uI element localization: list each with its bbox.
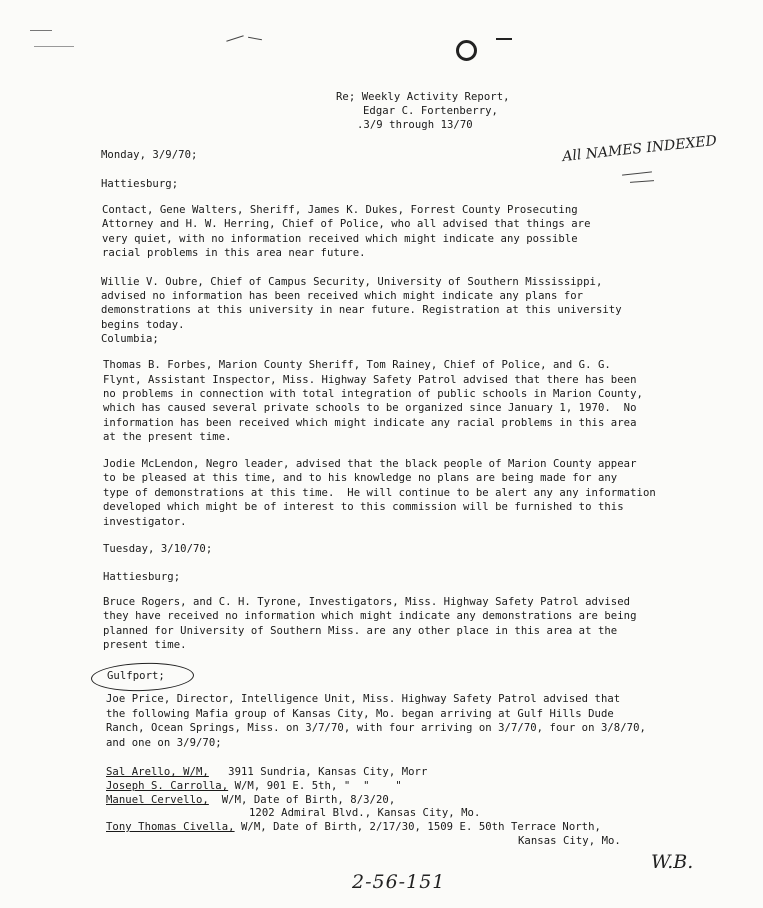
paragraph-line: Bruce Rogers, and C. H. Tyrone, Investigators, Miss. Highway Safety Patrol advised bbox=[103, 596, 631, 608]
paragraph-line: information has been received which might indicate any racial problems in this area bbox=[103, 417, 637, 429]
paragraph-line: Joe Price, Director, Intelligence Unit, Miss. Highway Safety Patrol advised that bbox=[106, 693, 621, 705]
paragraph-line: Ranch, Ocean Springs, Miss. on 3/7/70, with four arriving on 3/7/70, four on 3/8/70, bbox=[106, 722, 646, 734]
paragraph-line: racial problems in this area near future. bbox=[102, 247, 366, 259]
paragraph-line: planned for University of Southern Miss. are any other place in this area at the bbox=[103, 625, 618, 637]
scan-speck bbox=[496, 38, 512, 40]
handwritten-initials: W.B. bbox=[651, 851, 694, 873]
paragraph-line: Thomas B. Forbes, Marion County Sheriff, Tom Rainey, Chief of Police, and G. G. bbox=[103, 359, 611, 371]
paragraph-line: begins today. bbox=[101, 319, 185, 331]
scan-speck bbox=[34, 46, 74, 47]
list-item-continuation: Kansas City, Mo. bbox=[518, 835, 621, 847]
person-details: 3911 Sundria, Kansas City, Morr bbox=[208, 766, 428, 778]
paragraph-line: they have received no information which might indicate any demonstrations are being bbox=[103, 610, 637, 622]
list-item-continuation: 1202 Admiral Blvd., Kansas City, Mo. bbox=[249, 807, 481, 819]
person-details: W/M, Date of Birth, 8/3/20, bbox=[208, 794, 396, 806]
location-heading-hattiesburg: Hattiesburg; bbox=[103, 571, 181, 583]
paragraph-line: to be pleased at this time, and to his knowledge no plans are being made for any bbox=[103, 472, 618, 484]
punch-hole-mark bbox=[456, 40, 477, 61]
paragraph-line: type of demonstrations at this time. He will continue to be alert any any information bbox=[103, 487, 656, 499]
paragraph-line: present time. bbox=[103, 639, 187, 651]
handwritten-dash-mark bbox=[622, 171, 652, 175]
paragraph-line: and one on 3/9/70; bbox=[106, 737, 222, 749]
scan-speck bbox=[248, 37, 262, 40]
scan-speck bbox=[30, 30, 52, 31]
paragraph-line: Willie V. Oubre, Chief of Campus Security, University of Southern Mississippi, bbox=[101, 276, 603, 288]
person-details: W/M, 901 E. 5th, " " " bbox=[228, 780, 402, 792]
location-heading-gulfport: Gulfport; bbox=[107, 670, 165, 682]
location-heading-columbia: Columbia; bbox=[101, 333, 159, 345]
paragraph-line: the following Mafia group of Kansas City, Mo. began arriving at Gulf Hills Dude bbox=[106, 708, 614, 720]
paragraph-line: investigator. bbox=[103, 516, 187, 528]
person-details: W/M, Date of Birth, 2/17/30, 1509 E. 50th Terrace North, bbox=[234, 821, 601, 833]
paragraph-line: no problems in connection with total integration of public schools in Marion County, bbox=[103, 388, 643, 400]
handwritten-dash-mark bbox=[630, 180, 654, 183]
list-item bbox=[106, 765, 427, 780]
day-heading-tuesday: Tuesday, 3/10/70; bbox=[103, 543, 213, 555]
paragraph-line: developed which might be of interest to this commission will be furnished to this bbox=[103, 501, 624, 513]
paragraph-line: Contact, Gene Walters, Sheriff, James K. Dukes, Forrest County Prosecuting bbox=[102, 204, 578, 216]
paragraph-line: demonstrations at this university in near future. Registration at this university bbox=[101, 304, 622, 316]
location-heading-hattiesburg: Hattiesburg; bbox=[101, 178, 179, 190]
paragraph-line: which has caused several private schools to be organized since January 1, 1970. No bbox=[103, 402, 637, 414]
report-title-line: Re; Weekly Activity Report, bbox=[336, 91, 510, 103]
day-heading-monday: Monday, 3/9/70; bbox=[101, 149, 198, 161]
paragraph-line: at the present time. bbox=[103, 431, 232, 443]
person-name: Manuel Cervello, bbox=[106, 794, 209, 806]
paragraph-line: Jodie McLendon, Negro leader, advised that the black people of Marion County appear bbox=[103, 458, 637, 470]
list-item bbox=[106, 820, 601, 835]
paragraph-line: advised no information has been received which might indicate any plans for bbox=[101, 290, 584, 302]
paragraph-line: very quiet, with no information received which might indicate any possible bbox=[102, 233, 578, 245]
person-name: Joseph S. Carrolla, bbox=[106, 780, 229, 792]
list-item bbox=[106, 779, 402, 794]
person-name: Sal Arello, W/M, bbox=[106, 766, 209, 778]
report-author-line: Edgar C. Fortenberry, bbox=[363, 105, 498, 117]
paragraph-line: Attorney and H. W. Herring, Chief of Police, who all advised that things are bbox=[102, 218, 591, 230]
report-date-range: .3/9 through 13/70 bbox=[357, 119, 473, 131]
person-name: Tony Thomas Civella, bbox=[106, 821, 235, 833]
handwritten-document-number: 2-56-151 bbox=[352, 871, 446, 893]
paragraph-line: Flynt, Assistant Inspector, Miss. Highway Safety Patrol advised that there has been bbox=[103, 374, 637, 386]
scan-speck bbox=[226, 35, 243, 42]
handwritten-index-note: All NAMES INDEXED bbox=[561, 132, 718, 166]
